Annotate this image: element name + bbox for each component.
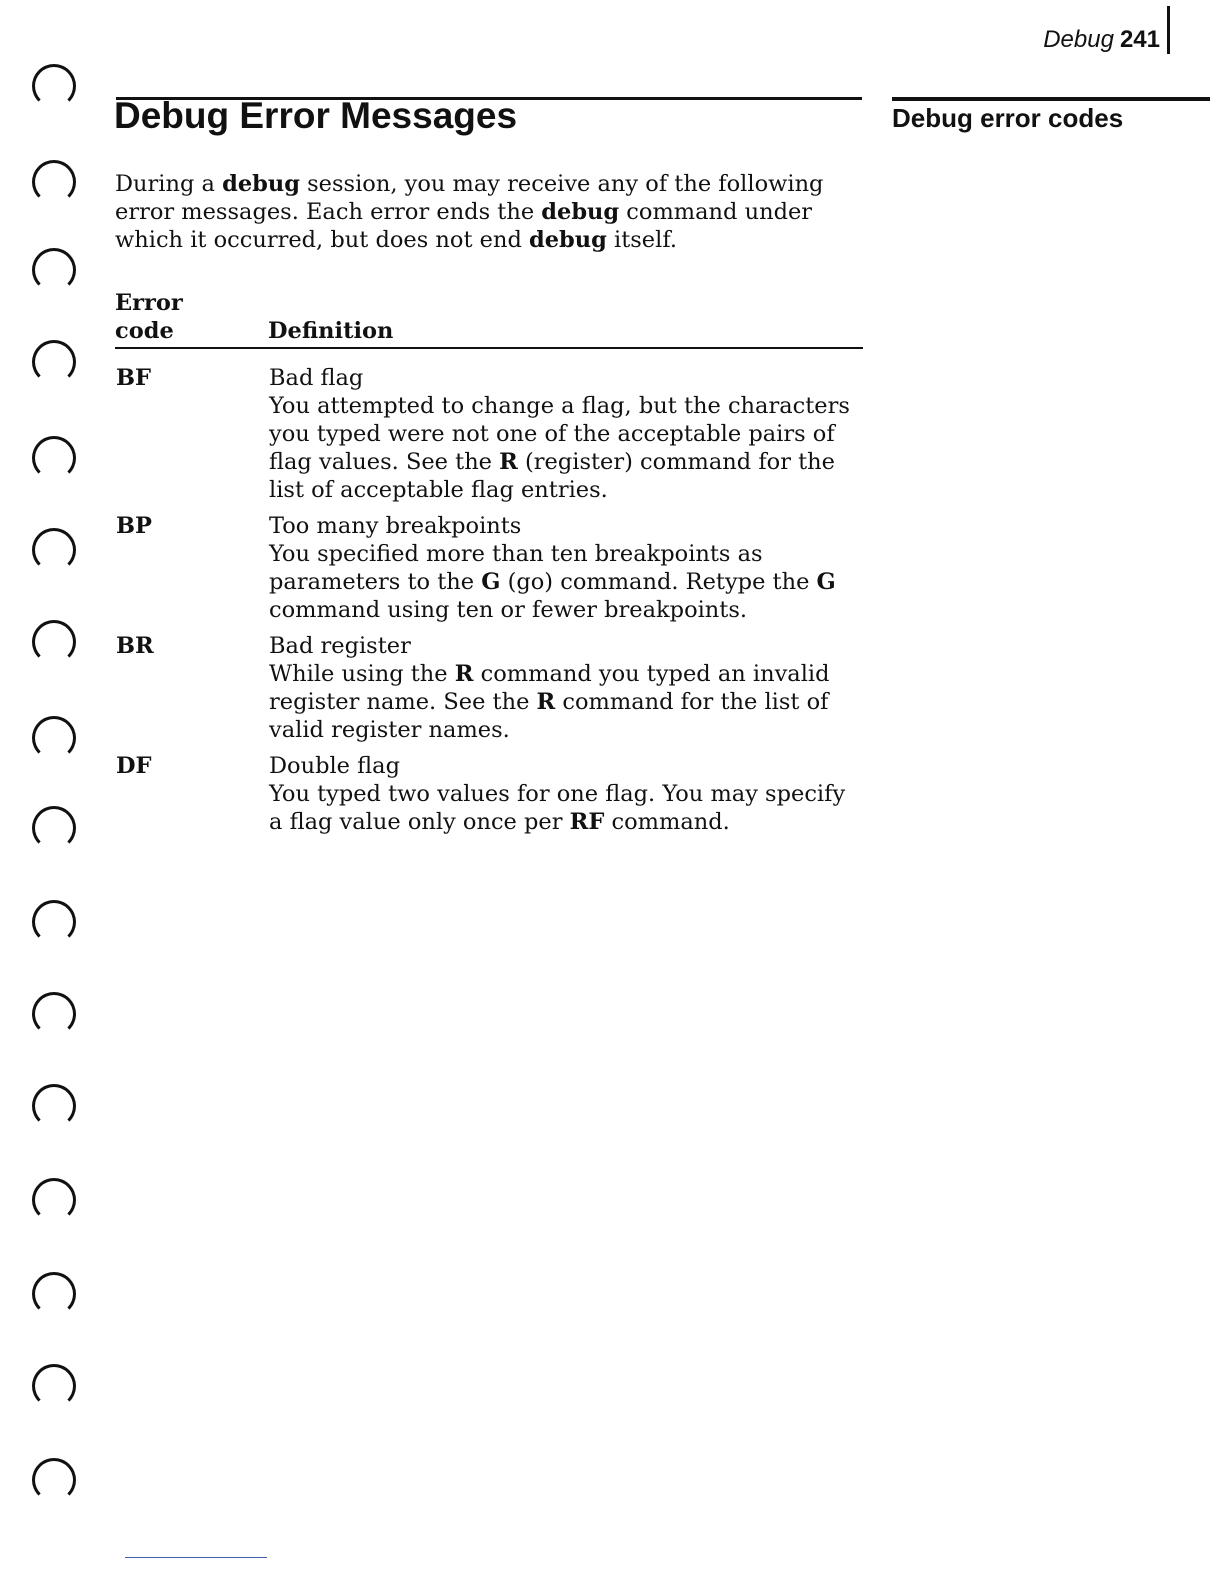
error-definition [269,364,864,504]
binder-hole-icon [32,1178,76,1222]
error-name: Double flag [269,753,400,779]
binder-hole-icon [32,900,76,944]
binder-hole-icon [32,1364,76,1408]
page-number: 241 [1119,26,1160,53]
intro-text: itself. [606,227,678,253]
binder-hole-icon [32,992,76,1036]
table-header-definition: Definition [268,318,394,344]
table-header-rule [115,347,863,349]
intro-command: debug [222,171,300,197]
error-description [269,780,864,836]
page-title: Debug Error Messages [114,95,518,136]
table-header-code [115,289,183,345]
error-code: BP [116,513,152,539]
description-command: R [454,661,474,687]
error-code: DF [116,753,152,779]
error-code: BR [116,633,154,659]
description-text: command. [604,809,730,835]
error-definition [269,512,864,624]
binder-hole-icon [32,1084,76,1128]
description-command: RF [569,809,605,835]
binder-hole-icon [32,436,76,480]
binder-hole-icon [32,160,76,204]
running-head-section: Debug [1043,26,1114,53]
error-description [269,392,864,504]
error-name: Too many breakpoints [269,513,522,539]
error-definition [269,632,864,744]
description-command: R [536,689,556,715]
description-text: command you typed an invalid register name. See the [269,661,830,715]
side-heading: Debug error codes [892,103,1124,133]
error-description [269,660,864,744]
intro-paragraph [115,170,863,254]
description-text: (go) command. Retype the [500,569,817,595]
intro-text: During a [115,171,223,197]
binder-hole-icon [32,64,76,108]
intro-text: command under which it occurred, but does not end [115,199,813,253]
binder-hole-icon [32,528,76,572]
intro-command: debug [541,199,620,225]
description-text: You attempted to change a flag, but the characters you typed were not one of the acceptable pairs of flag values. See the [269,393,850,475]
binder-hole-icon [32,1272,76,1316]
table-header-code-line2: code [115,318,174,344]
intro-command: debug [529,227,607,253]
description-text: (register) command for the list of acceptable flag entries. [269,449,835,503]
binder-hole-icon [32,340,76,384]
running-head-rule [1167,6,1170,54]
running-head [1043,26,1160,54]
side-heading-rule [892,97,1210,101]
binder-hole-icon [32,806,76,850]
footer-line [125,1557,267,1558]
binder-hole-icon [32,1458,76,1502]
table-header-code-line1: Error [115,290,183,316]
error-code: BF [116,365,151,391]
binder-hole-icon [32,248,76,292]
description-text: You specified more than ten breakpoints as parameters to the [269,541,763,595]
binder-hole-icon [32,620,76,664]
description-text: command using ten or fewer breakpoints. [269,597,748,623]
error-description [269,540,864,624]
intro-text: session, you may receive any of the following error messages. Each error ends the [115,171,824,225]
description-text: command for the list of valid register names. [269,689,829,743]
description-text: While using the [269,661,455,687]
description-command: G [816,569,836,595]
description-command: R [499,449,518,475]
error-definition [269,752,864,836]
binder-hole-icon [32,716,76,760]
error-name: Bad flag [269,365,364,391]
description-command: G [481,569,501,595]
description-text: You typed two values for one flag. You may specify a flag value only once per [269,781,846,835]
error-name: Bad register [269,633,411,659]
